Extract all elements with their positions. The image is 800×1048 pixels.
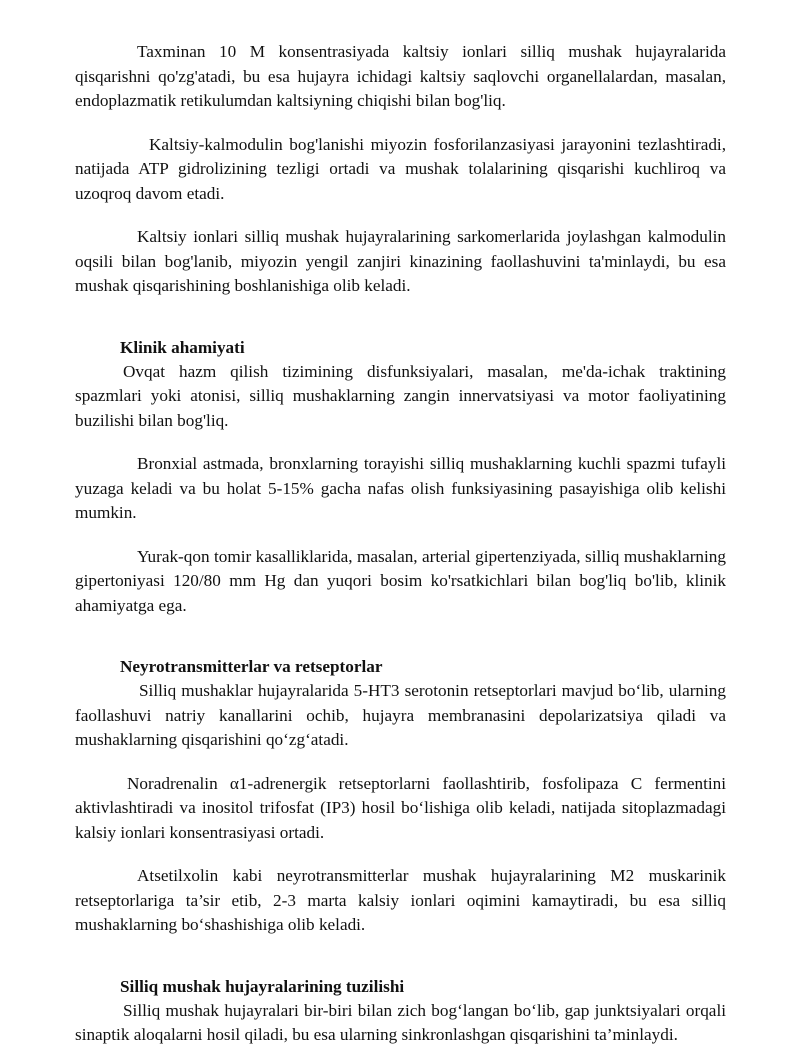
paragraph-myosin-kinase: Kaltsiy ionlari silliq mushak hujayralarining sarkomerlarida joylashgan kalmodulin oqsili bilan bog'lanib, miyozin yengil zanjiri kinazining faollashuvini ta'minlaydi, bu esa mushak qisqarishining boshlanishiga olib keladi. [75, 227, 726, 295]
paragraph-calcium-concentration: Taxminan 10 M konsentrasiyada kaltsiy ionlari silliq mushak hujayralarida qisqarishni qo'zg'atadi, bu esa hujayra ichidagi kaltsiy saqlovchi organellalardan, masalan, endoplazmatik retikulumdan kaltsiyning chiqishi bilan bog'liq. [75, 42, 726, 110]
section-heading-clinical: Klinik ahamiyati [120, 337, 245, 357]
paragraph-calmodulin-binding: Kaltsiy-kalmodulin bog'lanishi miyozin fosforilanzasiyasi jarayonini tezlashtiradi, natijada ATP gidrolizining tezligi ortadi va mushak tolalarining qisqarishi kuchliroq va uzoqroq davom etadi. [75, 134, 726, 203]
paragraph-bronchial-asthma: Bronxial astmada, bronxlarning torayishi silliq mushaklarning kuchli spazmi tufayli yuzaga keladi va bu holat 5-15% gacha nafas olish funksiyasining pasayishiga olib kelishi mumkin. [75, 454, 726, 522]
section-heading-neurotransmitters: Neyrotransmitterlar va retseptorlar [120, 657, 383, 676]
paragraph-noradrenaline: Noradrenalin α1-adrenergik retseptorlarni faollashtirib, fosfolipaza C fermentini aktivlashtiradi va inositol trifosfat (IP3) hosil bo‘lishiga olib keladi, natijada sitoplazmadagi kalsiy ionlari konsentrasiyasi ortadi. [75, 773, 726, 842]
paragraph-acetylcholine: Atsetilxolin kabi neyrotransmitterlar mushak hujayralarining M2 muskarinik retseptorlariga ta’sir etib, 2-3 marta kalsiy ionlari oqimini kamaytiradi, bu esa silliq mushaklarning bo‘shashishiga olib keladi. [75, 866, 726, 934]
paragraph-digestive-dysfunction: Ovqat hazm qilish tizimining disfunksiyalari, masalan, me'da-ichak traktining spazmlari yoki atonisi, silliq mushaklarning zangin innervatsiyasi va motor faoliyatining buzilishi bilan bog'liq. [75, 361, 726, 430]
paragraph-cardiovascular: Yurak-qon tomir kasalliklarida, masalan, arterial gipertenziyada, silliq mushaklarning gipertoniyasi 120/80 mm Hg dan yuqori bosim ko'rsatkichlari bilan bog'liq bo'lib, klinik ahamiyatga ega. [75, 546, 726, 615]
paragraph-serotonin-receptors: Silliq mushaklar hujayralarida 5-HT3 serotonin retseptorlari mavjud bo‘lib, ularning faollashuvi natriy kanallarini ochib, hujayra membranasini depolarizatsiya qiladi va mushaklarning qisqarishini qo‘zg‘atadi. [75, 681, 726, 749]
paragraph-cell-structure: Silliq mushak hujayralari bir-biri bilan zich bog‘langan bo‘lib, gap junktsiyalari orqali sinaptik aloqalarni hosil qiladi, bu esa ularning sinkronlashgan qisqarishini ta’minlaydi. [75, 1000, 726, 1044]
document-page [75, 40, 726, 1048]
section-heading-structure: Silliq mushak hujayralarining tuzilishi [120, 976, 405, 996]
